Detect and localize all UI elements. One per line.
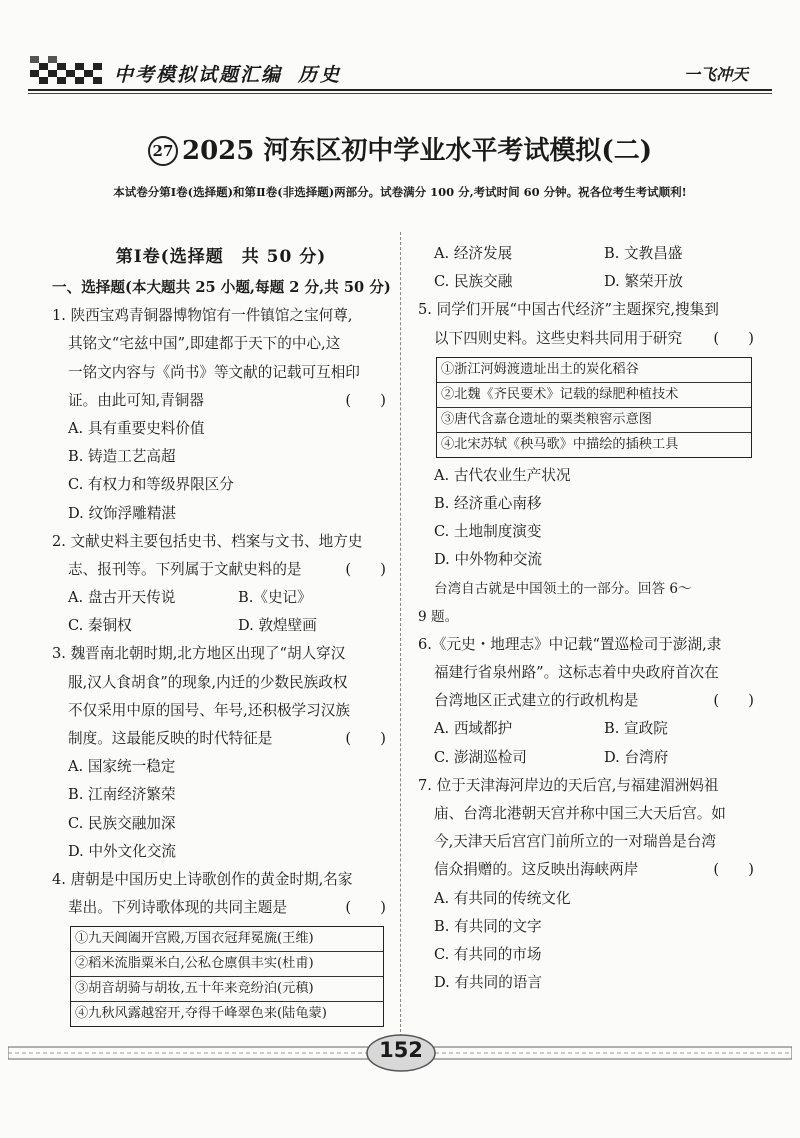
answer-blank[interactable]: ( ) [345, 560, 386, 578]
page-number: 152 [379, 1038, 423, 1062]
source-row: ④北宋苏轼《秧马歌》中描绘的插秧工具 [441, 436, 679, 452]
option-row [418, 744, 758, 772]
question-text: 制度。这最能反映的时代特征是 ( ) [52, 725, 390, 753]
option-c[interactable]: C. 澎湖巡检司 [434, 748, 527, 766]
option-c[interactable]: C. 有权力和等级界限区分 [68, 476, 234, 494]
header-rule [28, 89, 772, 91]
header-rule-thin [28, 93, 772, 94]
passage-text: 台湾自古就是中国领土的一部分。回答 6～ [434, 580, 692, 597]
question-text: 不仅采用中原的国号、年号,还积极学习汉族 [68, 701, 350, 719]
option-row [418, 240, 758, 268]
header-subject: 历史 [298, 64, 343, 86]
question-text: 证。由此可知,青铜器 ( ) [52, 387, 390, 415]
question-7 [418, 772, 758, 998]
question-text: 服,汉人食胡食”的现象,内迁的少数民族政权 [68, 673, 348, 691]
question-4 [52, 866, 390, 1027]
option-a[interactable]: A. 西域都护 [434, 720, 513, 738]
passage-intro [418, 575, 758, 631]
question-text: 其铭文“宅兹中国”,即建都于天下的中心,这 [68, 335, 341, 353]
option-b[interactable]: B. 铸造工艺高超 [68, 448, 176, 466]
option-row [52, 612, 390, 640]
header-checker-logo [30, 56, 102, 84]
option-b[interactable]: B. 有共同的文字 [434, 917, 542, 935]
option-d[interactable]: D. 中外文化交流 [68, 842, 177, 860]
question-text: 4. 唐朝是中国历史上诗歌创作的黄金时期,名家 [52, 870, 353, 888]
question-3 [52, 640, 390, 866]
exam-number-badge: 27 [148, 136, 178, 166]
source-table [436, 357, 752, 458]
right-column [418, 240, 758, 997]
exam-title [0, 130, 800, 167]
option-d[interactable]: D. 中外物种交流 [434, 551, 543, 569]
option-row [52, 584, 345, 612]
poem-line: ④九秋风露越窑开,夺得千峰翠色来(陆龟蒙) [75, 1006, 327, 1022]
option-a[interactable]: A. 具有重要史料价值 [68, 419, 205, 437]
option-d[interactable]: D. 纹饰浮雕精湛 [68, 504, 177, 522]
poem-line: ③胡音胡骑与胡妆,五十年来竞纷泊(元稹) [71, 977, 383, 1002]
question-text: 庙、台湾北港朝天宫并称中国三大天后宫。如 [434, 805, 726, 822]
passage-text: 9 题。 [418, 608, 459, 625]
question-text: 福建行省泉州路”。这标志着中央政府首次在 [434, 664, 719, 682]
question-text: 信众捐赠的。这反映出海峡两岸 ( ) [418, 856, 758, 884]
answer-blank[interactable]: ( ) [713, 692, 754, 710]
source-row: ②北魏《齐民要术》记载的绿肥种植技术 [437, 383, 751, 408]
option-c[interactable]: C. 秦铜权 [68, 617, 132, 635]
option-c[interactable]: C. 土地制度演变 [434, 523, 542, 541]
answer-blank[interactable]: ( ) [713, 861, 754, 879]
option-b[interactable]: B. 江南经济繁荣 [68, 786, 176, 804]
answer-blank[interactable]: ( ) [345, 899, 386, 917]
question-text: 6.《元史・地理志》中记载“置巡检司于澎湖,隶 [418, 635, 722, 653]
section-instruction: 一、选择题(本大题共 25 小题,每题 2 分,共 50 分) [52, 279, 391, 296]
question-text: 3. 魏晋南北朝时期,北方地区出现了“胡人穿汉 [52, 645, 346, 663]
question-6 [418, 631, 758, 772]
exam-instructions: 本试卷分第Ⅰ卷(选择题)和第Ⅱ卷(非选择题)两部分。试卷满分 100 分,考试时间 60 分钟。祝各位考生考试顺利! [113, 185, 687, 199]
poem-line: ②稻米流脂粟米白,公私仓廪俱丰实(杜甫) [71, 952, 383, 977]
question-5 [418, 296, 758, 574]
option-row [418, 715, 713, 743]
option-row [418, 268, 758, 296]
column-divider [400, 232, 401, 1042]
option-a[interactable]: A. 国家统一稳定 [68, 758, 176, 776]
option-d[interactable]: D. 有共同的语言 [434, 974, 543, 992]
question-2 [52, 528, 390, 641]
question-text: 台湾地区正式建立的行政机构是 ( ) [418, 687, 758, 715]
poem-line: ①九天阊阖开宫殿,万国衣冠拜冕旒(王维) [71, 927, 383, 952]
question-text: 5. 同学们开展“中国古代经济”主题探究,搜集到 [418, 301, 719, 319]
header-series-title: 中考模拟试题汇编 [114, 64, 283, 86]
question-4-options [418, 240, 758, 296]
question-text: 辈出。下列诗歌体现的共同主题是 ( ) [52, 894, 390, 922]
option-d[interactable]: D. 繁荣开放 [604, 273, 683, 291]
exam-title-text: 2025 河东区初中学业水平考试模拟(二) [181, 136, 653, 166]
option-b[interactable]: B. 宣政院 [604, 720, 668, 738]
option-c[interactable]: C. 有共同的市场 [434, 945, 542, 963]
question-text: 志、报刊等。下列属于文献史料的是 ( ) [52, 556, 390, 584]
option-d[interactable]: D. 台湾府 [604, 748, 669, 766]
poem-box [70, 926, 384, 1027]
question-text: 7. 位于天津海河岸边的天后宫,与福建湄洲妈祖 [418, 776, 719, 794]
option-b[interactable]: B. 经济重心南移 [434, 494, 542, 512]
option-a[interactable]: A. 经济发展 [434, 245, 513, 262]
answer-blank[interactable]: ( ) [345, 730, 386, 747]
option-c[interactable]: C. 民族交融加深 [68, 814, 176, 832]
header-brand: 一飞冲天 [683, 65, 748, 84]
source-row: ③唐代含嘉仓遗址的粟类粮窖示意图 [437, 408, 751, 433]
source-row: ①浙江河姆渡遗址出土的炭化稻谷 [437, 358, 751, 383]
question-text: 2. 文献史料主要包括史书、档案与文书、地方史 [52, 532, 363, 550]
question-text: 今,天津天后宫宫门前所立的一对瑞兽是台湾 [434, 833, 716, 851]
option-c[interactable]: C. 民族交融 [434, 273, 513, 291]
option-d[interactable]: D. 敦煌壁画 [238, 617, 317, 635]
section-title: 第Ⅰ卷(选择题 共 50 分) [115, 247, 327, 267]
option-a[interactable]: A. 有共同的传统文化 [434, 889, 571, 907]
option-a[interactable]: A. 盘古开天传说 [68, 589, 176, 607]
question-text: 以下四则史料。这些史料共同用于研究 ( ) [418, 325, 758, 353]
answer-blank[interactable]: ( ) [345, 391, 386, 409]
option-b[interactable]: B. 文教昌盛 [604, 245, 683, 262]
option-a[interactable]: A. 古代农业生产状况 [434, 466, 571, 484]
question-text: 1. 陕西宝鸡青铜器博物馆有一件镇馆之宝何尊, [52, 307, 353, 325]
question-1 [52, 302, 390, 528]
question-text: 一铭文内容与《尚书》等文献的记载可互相印 [68, 363, 360, 381]
left-column [52, 240, 390, 1031]
option-b[interactable]: B.《史记》 [238, 589, 312, 607]
answer-blank[interactable]: ( ) [713, 329, 754, 347]
